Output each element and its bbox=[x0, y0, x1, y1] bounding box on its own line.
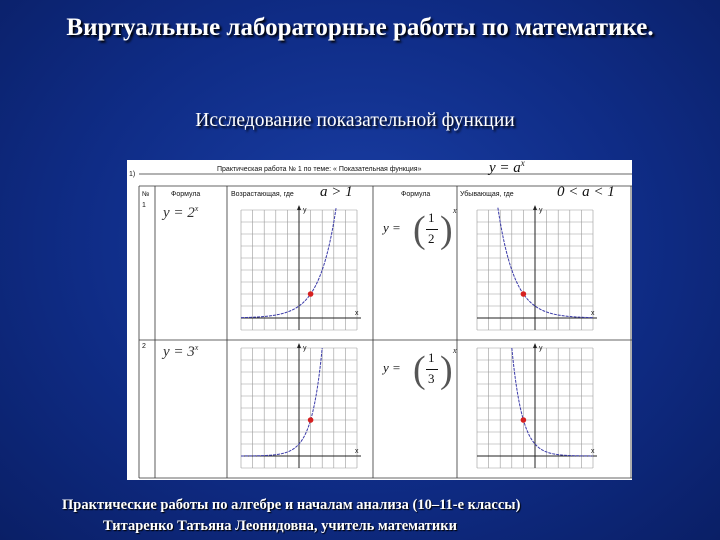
col-formula: Формула bbox=[171, 191, 201, 198]
graph-3-pow-x bbox=[231, 340, 367, 476]
footer-line-1: Практические работы по алгебре и началам анализа (10–11-е классы) bbox=[62, 497, 521, 513]
svg-text:x: x bbox=[355, 448, 359, 455]
graph-third-pow-x bbox=[467, 340, 603, 476]
row-1-formula-increasing: $y = 2^x$ bbox=[163, 204, 199, 221]
svg-text:x: x bbox=[591, 310, 595, 317]
col-num: № bbox=[142, 191, 150, 198]
svg-text:x: x bbox=[591, 448, 595, 455]
graph-2-pow-x bbox=[231, 202, 367, 338]
svg-text:y: y bbox=[539, 345, 543, 352]
row-2-formula-increasing: $y = 3^x$ bbox=[163, 343, 199, 360]
slide-subtitle: Исследование показательной функции bbox=[195, 110, 515, 131]
row-2-num: 2 bbox=[142, 343, 146, 350]
graph-half-pow-x bbox=[467, 202, 603, 338]
svg-text:y: y bbox=[303, 345, 307, 352]
svg-text:y: y bbox=[539, 207, 543, 214]
col-increasing: Возрастающая, где bbox=[231, 191, 294, 198]
worksheet-header: Практическая работа № 1 по теме: « Показательная функция» bbox=[217, 166, 422, 173]
worksheet-image: 1) Практическая работа № 1 по теме: « Показательная функция» $y = a^x$ № Формула Возрастающая, где a > 1 Формула Убывающая, где 0 < a < 1 1 2 $y = 2^x$ y = ( 1 2 ) x $y = 3^x$ y = ( 1 3 ) x y x y x y x y x bbox=[127, 160, 632, 480]
col-increasing-cond: a > 1 bbox=[320, 184, 353, 200]
col-formula-2: Формула bbox=[401, 191, 431, 198]
col-decreasing: Убывающая, где bbox=[460, 191, 514, 198]
svg-text:y: y bbox=[303, 207, 307, 214]
worksheet-header-formula: $y = a^x$ bbox=[489, 160, 525, 176]
svg-text:x: x bbox=[355, 310, 359, 317]
row-1-num: 1 bbox=[142, 202, 146, 209]
footer-line-2: Титаренко Татьяна Леонидовна, учитель математики bbox=[103, 518, 457, 534]
col-decreasing-cond: 0 < a < 1 bbox=[557, 184, 615, 200]
slide-title: Виртуальные лабораторные работы по математике. bbox=[66, 14, 654, 41]
worksheet-page-mark: 1) bbox=[129, 171, 136, 178]
